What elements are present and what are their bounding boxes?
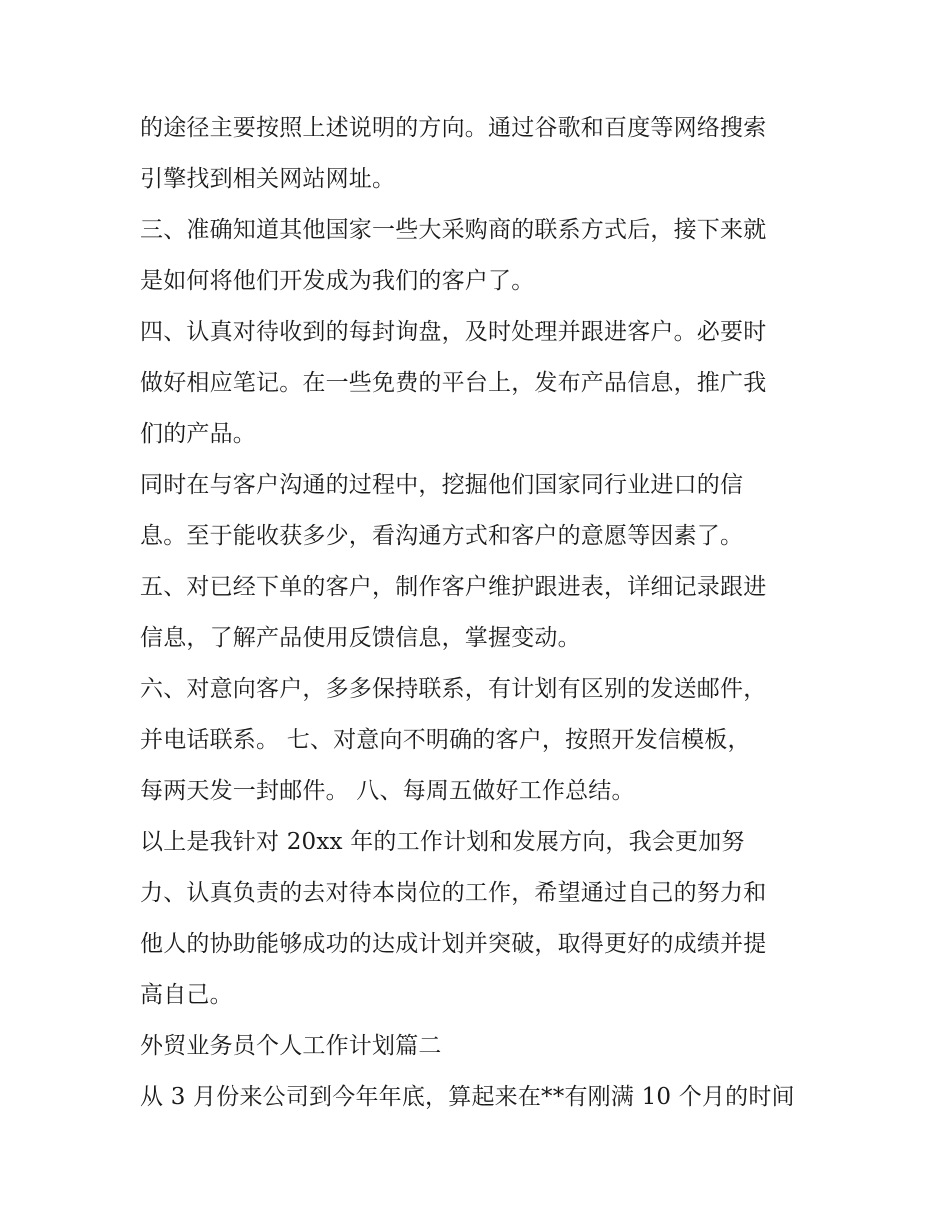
section-heading: 外贸业务员个人工作计划篇二 <box>140 1033 442 1059</box>
text-line: 以上是我针对 20xx 年的工作计划和发展方向，我会更加努 <box>140 829 745 855</box>
text-line: 信息，了解产品使用反馈信息，掌握变动。 <box>140 625 581 651</box>
text-line: 们的产品。 <box>140 421 256 447</box>
text-line: 高自己。 <box>140 982 233 1008</box>
text-line: 的途径主要按照上述说明的方向。通过谷歌和百度等网络搜索 <box>140 115 767 141</box>
text-line: 三、准确知道其他国家一些大采购商的联系方式后，接下来就 <box>140 217 767 243</box>
text-line: 息。至于能收获多少，看沟通方式和客户的意愿等因素了。 <box>140 523 744 549</box>
text-line: 引擎找到相关网站网址。 <box>140 166 396 192</box>
document-body <box>140 103 820 1123</box>
text-line: 并电话联系。 七、对意向不明确的客户，按照开发信模板， <box>140 727 751 753</box>
text-line: 五、对已经下单的客户，制作客户维护跟进表，详细记录跟进 <box>140 574 767 600</box>
text-line: 力、认真负责的去对待本岗位的工作，希望通过自己的努力和 <box>140 880 767 906</box>
text-line: 六、对意向客户，多多保持联系，有计划有区别的发送邮件， <box>140 676 767 702</box>
text-line: 做好相应笔记。在一些免费的平台上，发布产品信息，推广我 <box>140 370 767 396</box>
text-line: 他人的协助能够成功的达成计划并突破，取得更好的成绩并提 <box>140 931 767 957</box>
text-line: 每两天发一封邮件。 八、每周五做好工作总结。 <box>140 778 635 804</box>
text-line: 同时在与客户沟通的过程中，挖掘他们国家同行业进口的信 <box>140 472 744 498</box>
text-line: 从 3 月份来公司到今年年底，算起来在**有刚满 10 个月的时间 <box>140 1084 795 1110</box>
text-line: 是如何将他们开发成为我们的客户了。 <box>140 268 535 294</box>
text-line: 四、认真对待收到的每封询盘，及时处理并跟进客户。必要时 <box>140 319 767 345</box>
